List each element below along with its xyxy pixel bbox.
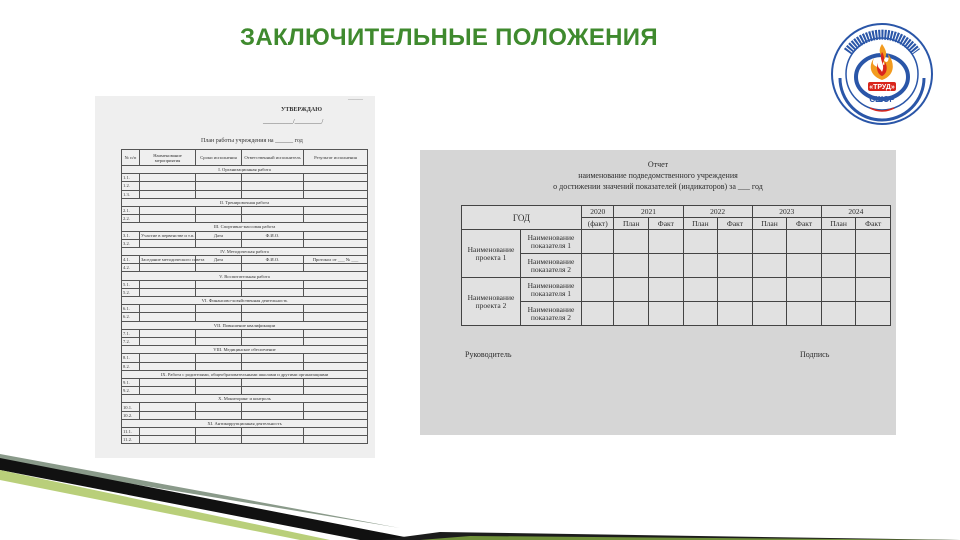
plan-cell [242,403,304,411]
plan-row [122,305,368,313]
plan-row [122,288,368,296]
plan-cell [242,313,304,321]
plan-row [122,329,368,337]
plan-cell: 2.2. [122,215,140,223]
plan-cell [304,411,368,419]
plan-2024: План [821,218,856,230]
plan-section-title: II. Тренировочная работа [122,198,368,206]
plan-row [122,280,368,288]
plan-cell: Дата [196,256,242,264]
plan-cell [196,190,242,198]
plan-cell [242,411,304,419]
plan-cell [140,239,196,247]
plan-section-title: X. Мониторинг и контроль [122,395,368,403]
plan-cell [140,362,196,370]
plan-cell [242,337,304,345]
plan-cell: 1.1. [122,174,140,182]
plan-header-cell: Сроки исполнения [196,150,242,166]
plan-cell [196,387,242,395]
plan-cell [196,403,242,411]
plan-cell [196,305,242,313]
plan-cell [304,378,368,386]
plan-row [122,264,368,272]
project-2-indicator-2: Наименование показателя 2 [520,302,581,326]
approve-sign-line: __________/_________/ [263,119,324,125]
plan-cell [304,305,368,313]
plan-row [122,174,368,182]
plan-cell [304,288,368,296]
year-2020: 2020 [581,206,614,218]
plan-cell [140,182,196,190]
plan-cell [242,354,304,362]
plan-row [122,362,368,370]
plan-cell: 8.1. [122,354,140,362]
year-2021: 2021 [614,206,683,218]
plan-cell [242,428,304,436]
plan-cell [242,264,304,272]
plan-cell [140,411,196,419]
fact-2021: Факт [649,218,684,230]
project-1-indicator-1: Наименование показателя 1 [520,230,581,254]
plan-row [122,403,368,411]
plan-document-scan [95,96,375,458]
plan-row [122,354,368,362]
report-subtitle: наименование подведомственного учреждения [578,171,738,180]
plan-cell [196,215,242,223]
plan-cell: 2.1. [122,206,140,214]
plan-cell [140,215,196,223]
plan-cell: 10.2. [122,411,140,419]
plan-cell [140,403,196,411]
plan-cell [304,215,368,223]
plan-cell [140,387,196,395]
plan-cell [196,354,242,362]
plan-cell [196,288,242,296]
plan-cell [304,403,368,411]
plan-cell [140,190,196,198]
project-2-indicator-1: Наименование показателя 1 [520,278,581,302]
plan-cell [140,280,196,288]
plan-cell [196,206,242,214]
plan-cell: 9.2. [122,387,140,395]
plan-cell [304,239,368,247]
plan-cell [196,313,242,321]
plan-cell [304,182,368,190]
school-logo [830,22,934,126]
plan-cell [196,362,242,370]
plan-cell: 5.2. [122,288,140,296]
fact-2024: Факт [856,218,891,230]
plan-cell [140,313,196,321]
plan-row [122,206,368,214]
plan-cell [242,206,304,214]
plan-header-cell: Ответственный исполнитель [242,150,304,166]
plan-cell [242,288,304,296]
plan-cell [304,190,368,198]
plan-cell: 10.1. [122,403,140,411]
plan-row [122,387,368,395]
plan-cell: 11.2. [122,436,140,444]
plan-2023: План [752,218,787,230]
plan-cell [140,428,196,436]
plan-cell [242,215,304,223]
plan-row [122,215,368,223]
plan-cell [304,313,368,321]
plan-cell [196,264,242,272]
year-2023: 2023 [752,206,821,218]
report-document-scan [420,150,896,435]
head-label: Руководитель [465,350,512,359]
plan-cell [196,428,242,436]
slide-title: ЗАКЛЮЧИТЕЛЬНЫЕ ПОЛОЖЕНИЯ [240,24,658,51]
plan-cell [196,280,242,288]
plan-cell: 6.2. [122,313,140,321]
plan-cell [304,206,368,214]
plan-title: План работы учреждения на ______ год [201,138,303,144]
fact-2020: (факт) [581,218,614,230]
plan-cell [196,239,242,247]
plan-section-title: VI. Финансово-хозяйственная деятельность [122,297,368,305]
plan-section-title: III. Спортивно-массовая работа [122,223,368,231]
plan-cell: 3.2. [122,239,140,247]
plan-cell [304,387,368,395]
plan-section-title: XI. Антикоррупционная деятельность [122,419,368,427]
plan-cell [140,174,196,182]
plan-row [122,378,368,386]
plan-cell [196,182,242,190]
page-mark: ——— [348,98,363,103]
plan-cell: Ф.И.О. [242,231,304,239]
plan-cell: 1.2. [122,182,140,190]
year-header: ГОД [462,206,582,230]
plan-section-title: V. Воспитательная работа [122,272,368,280]
plan-cell [304,337,368,345]
plan-cell [140,329,196,337]
bottom-decoration [0,440,960,540]
plan-cell: Дата [196,231,242,239]
plan-row [122,337,368,345]
plan-section-title: VIII. Медицинское обеспечение [122,346,368,354]
plan-cell: Ф.И.О. [242,256,304,264]
project-2-name: Наименование проекта 2 [462,278,521,326]
plan-cell [242,305,304,313]
plan-cell [304,174,368,182]
plan-cell [140,305,196,313]
plan-cell [140,288,196,296]
project-1-indicator-2: Наименование показателя 2 [520,254,581,278]
svg-text:«ТРУД»: «ТРУД» [869,84,895,91]
plan-cell: 4.2. [122,264,140,272]
svg-text:СШОР: СШОР [869,95,895,104]
plan-cell [242,190,304,198]
plan-cell: 1.3. [122,190,140,198]
plan-cell: 11.1. [122,428,140,436]
plan-cell: 5.1. [122,280,140,288]
plan-cell [140,206,196,214]
plan-cell: 7.1. [122,329,140,337]
plan-cell [304,231,368,239]
plan-cell [196,411,242,419]
plan-row [122,182,368,190]
plan-section-title: IV. Методическая работа [122,247,368,255]
project-1-name: Наименование проекта 1 [462,230,521,278]
plan-row [122,256,368,264]
plan-cell: 7.2. [122,337,140,345]
plan-cell: 6.1. [122,305,140,313]
plan-header-cell: Результат исполнения [304,150,368,166]
plan-cell [304,280,368,288]
plan-section-title: VII. Повышение квалификации [122,321,368,329]
plan-cell [242,174,304,182]
plan-section-title: IX. Работа с родителями, общеобразовательными школами и другими организациями [122,370,368,378]
plan-cell [304,264,368,272]
plan-row [122,428,368,436]
plan-cell [304,329,368,337]
report-title: Отчет [647,160,669,169]
plan-cell [140,264,196,272]
signature-label: Подпись [800,350,830,359]
plan-2022: План [683,218,718,230]
plan-row [122,411,368,419]
fact-2023: Факт [787,218,822,230]
plan-cell [242,362,304,370]
plan-cell: 3.1. [122,231,140,239]
plan-cell [242,239,304,247]
plan-row [122,190,368,198]
plan-cell: Участие в первенстве и т.п. [141,232,195,238]
plan-cell [242,387,304,395]
year-2022: 2022 [683,206,752,218]
indicator-table [461,205,891,326]
plan-2021: План [614,218,649,230]
plan-cell: 9.1. [122,378,140,386]
plan-cell [196,378,242,386]
plan-section-title: I. Организационная работа [122,166,368,174]
approve-label: УТВЕРЖДАЮ [281,107,323,113]
plan-cell [140,378,196,386]
plan-table [121,149,368,444]
plan-cell [304,354,368,362]
plan-cell [140,337,196,345]
plan-row [122,239,368,247]
plan-header-cell: Наименование мероприятия [140,150,196,166]
plan-cell: Протокол от ___ № ___ [304,256,368,264]
plan-cell: 8.2. [122,362,140,370]
plan-cell [242,378,304,386]
plan-cell: Заседание методического совета [141,257,205,263]
plan-cell [304,428,368,436]
plan-cell: 4.1. [122,256,140,264]
plan-cell [304,362,368,370]
plan-cell [242,182,304,190]
report-period: о достижении значений показателей (индикаторов) за ___ год [553,182,763,191]
plan-cell [140,354,196,362]
plan-row [122,231,368,239]
fact-2022: Факт [718,218,753,230]
plan-cell [196,174,242,182]
plan-cell [242,280,304,288]
plan-header-cell: № п/п [122,150,140,166]
plan-cell [196,329,242,337]
year-2024: 2024 [821,206,890,218]
plan-cell [242,329,304,337]
plan-row [122,313,368,321]
plan-cell [196,337,242,345]
